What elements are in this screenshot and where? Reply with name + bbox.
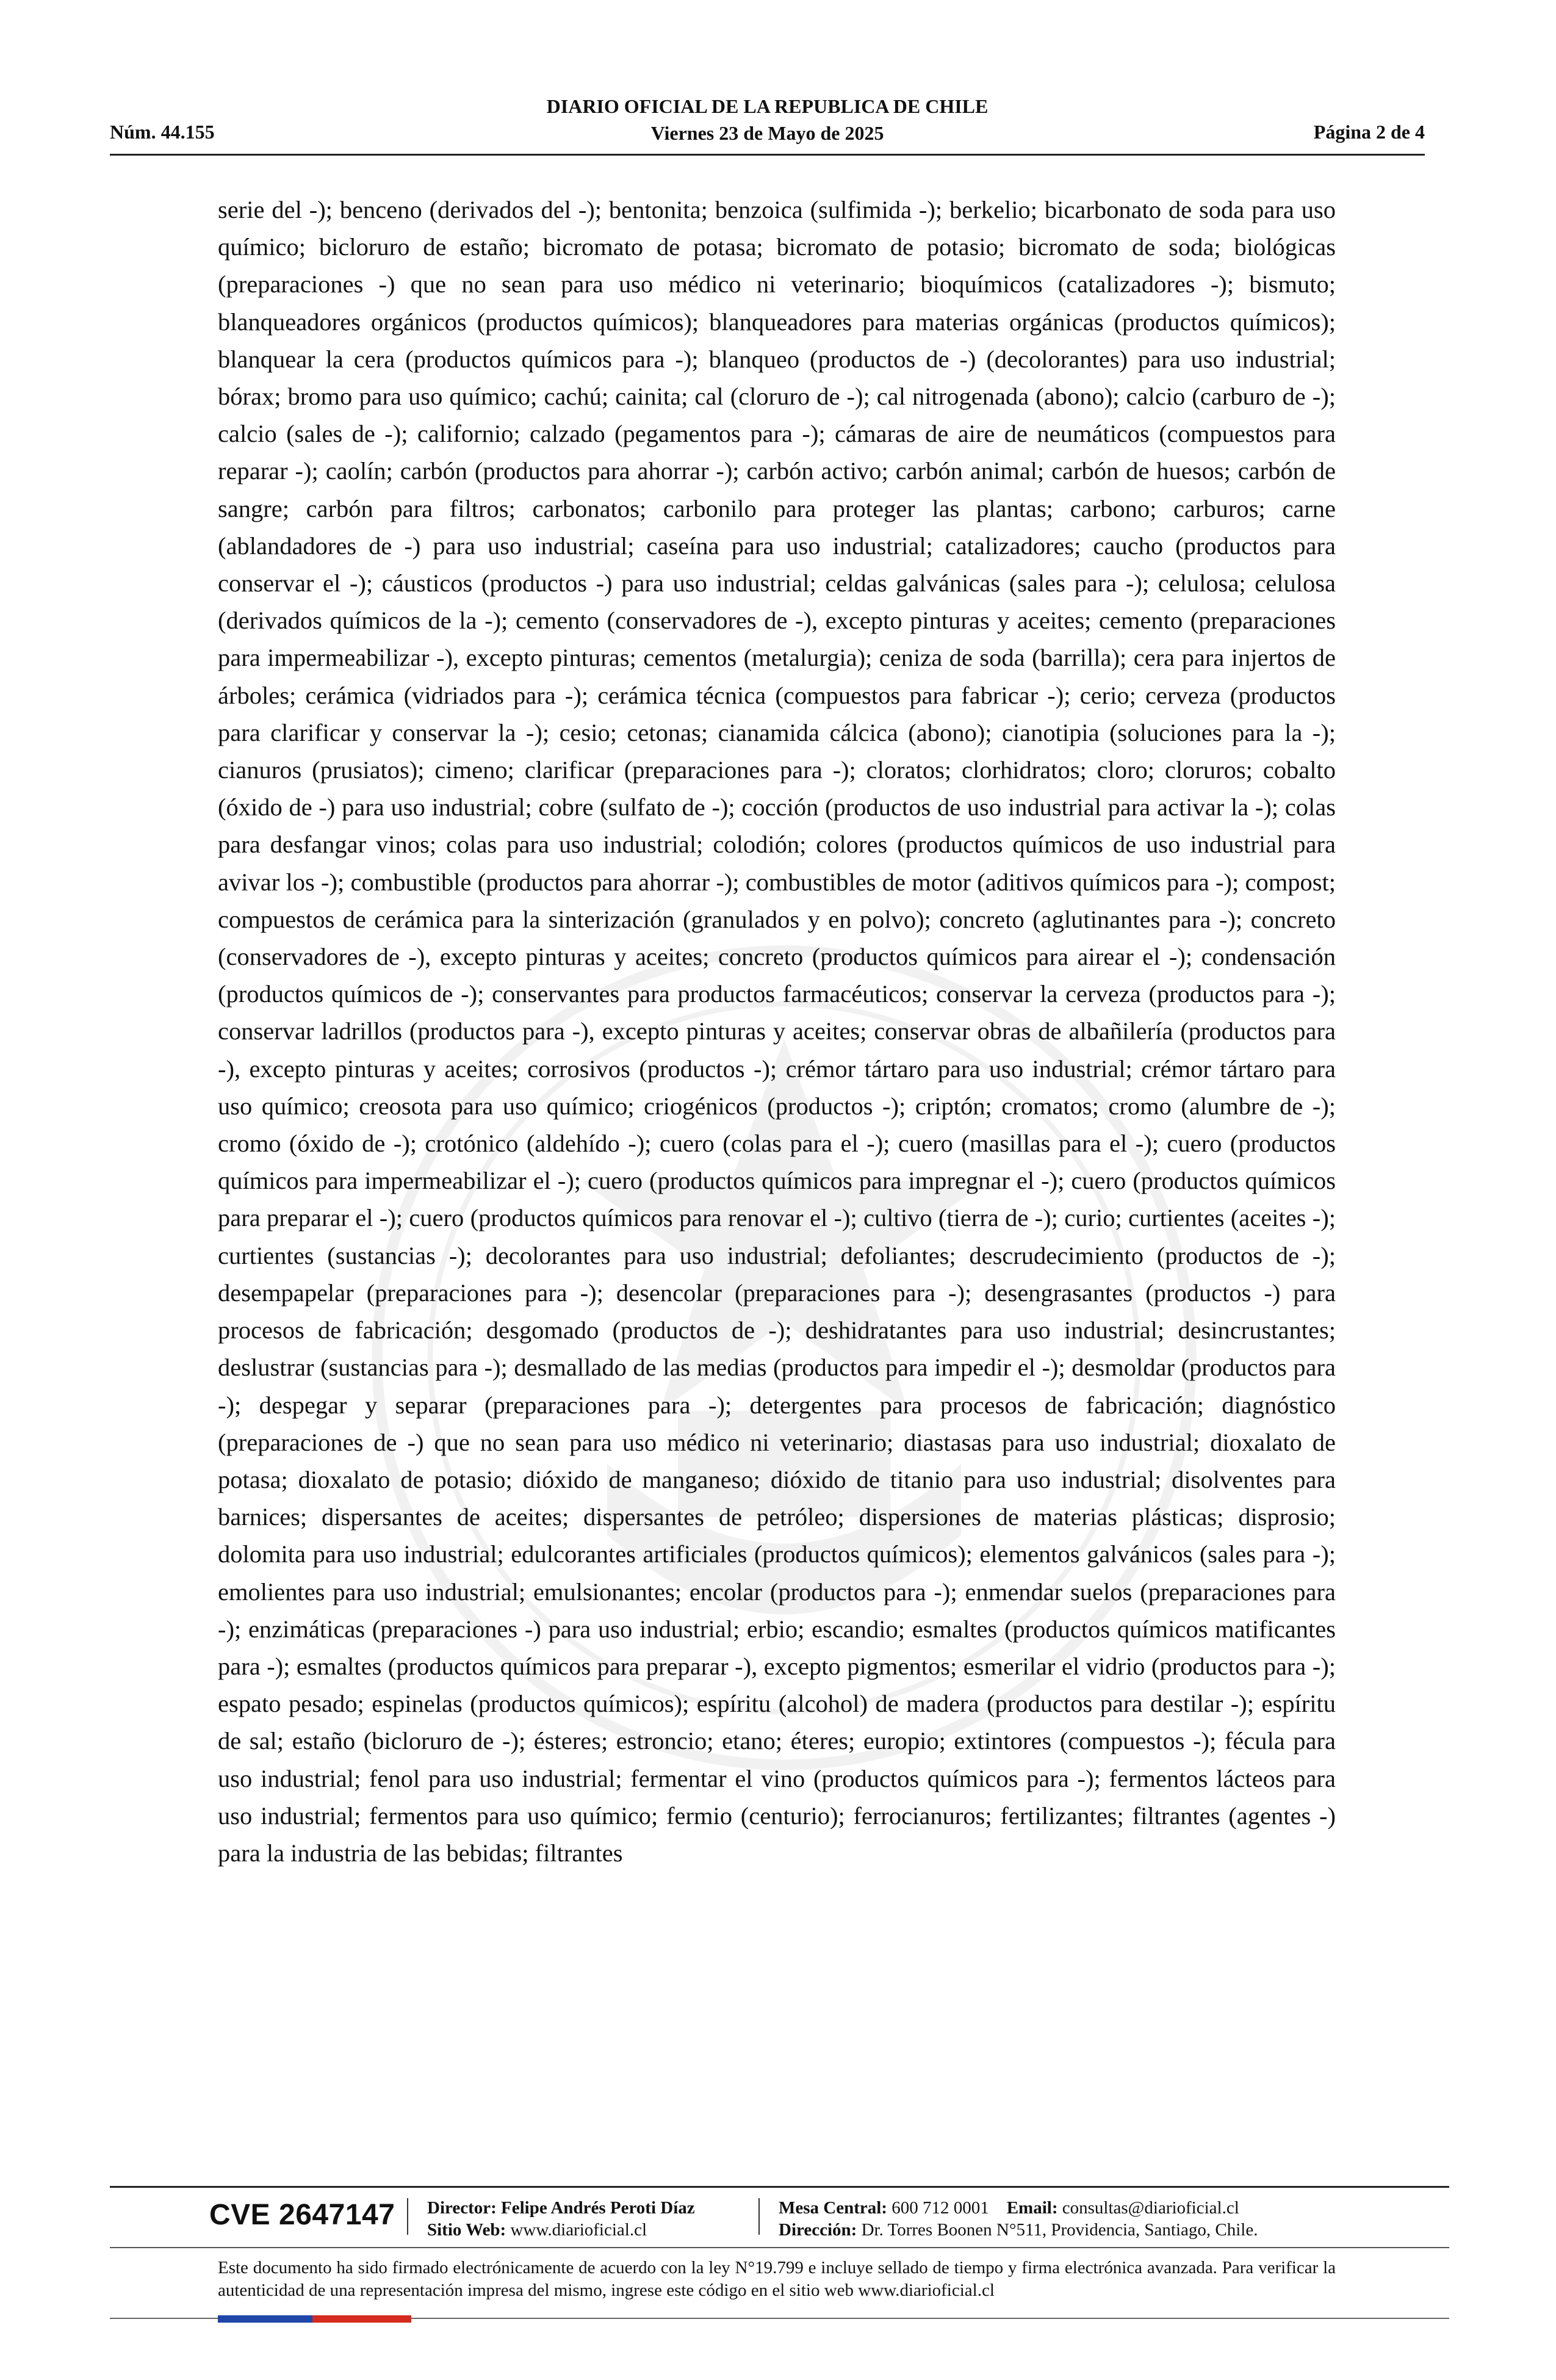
director-line: Director: Felipe Andrés Peroti Díaz bbox=[427, 2198, 695, 2218]
site-link[interactable]: www.diarioficial.cl bbox=[510, 2220, 647, 2240]
cve-code: CVE 2647147 bbox=[209, 2199, 395, 2231]
footer-info bbox=[110, 2190, 1449, 2241]
site-line: Sitio Web: www.diarioficial.cl bbox=[427, 2220, 647, 2240]
footer-divider bbox=[758, 2198, 760, 2235]
footer-divider bbox=[407, 2198, 408, 2235]
address-line: Dirección: Dr. Torres Boonen N°511, Providencia, Santiago, Chile. bbox=[779, 2220, 1258, 2240]
email-link[interactable]: consultas@diarioficial.cl bbox=[1062, 2198, 1239, 2218]
flag-blue-segment bbox=[218, 2315, 312, 2323]
issue-number: Núm. 44.155 bbox=[110, 121, 215, 143]
body-paragraph: serie del -); benceno (derivados del -); bentonita; benzoica (sulfimida -); berkelio; bicarbonato de soda para uso químico; bicloruro de estaño; bicromato de potasa; bicromato de potasio; bicromato de soda; biológicas (preparaciones -) que no sean para uso médico ni veterinario; bioquímicos (catalizadores -); bismuto; blanqueadores orgánicos (productos químicos); blanqueadores para materias orgánicas (productos químicos); blanquear la cera (productos químicos para -); blanqueo (productos de -) (decolorantes) para uso industrial; bórax; bromo para uso químico; cachú; cainita; cal (cloruro de -); cal nitrogenada (abono); calcio (carburo de -); calcio (sales de -); californio; calzado (pegamentos para -); cámaras de aire de neumáticos (compuestos para reparar -); caolín; carbón (productos para ahorrar -); carbón activo; carbón animal; carbón de huesos; carbón de sangre; carbón para filtros; carbonatos; carbonilo para proteger las plantas; carbono; carburos; carne (ablandadores de -) para uso industrial; caseína para uso industrial; catalizadores; caucho (productos para conservar el -); cáusticos (productos -) para uso industrial; celdas galvánicas (sales para -); celulosa; celulosa (derivados químicos de la -); cemento (conservadores de -), excepto pinturas y aceites; cemento (preparaciones para impermeabilizar -), excepto pinturas; cementos (metalurgia); ceniza de soda (barrilla); cera para injertos de árboles; cerámica (vidriados para -); cerámica técnica (compuestos para fabricar -); cerio; cerveza (productos para clarificar y conservar la -); cesio; cetonas; cianamida cálcica (abono); cianotipia (soluciones para la -); cianuros (prusiatos); cimeno; clarificar (preparaciones para -); cloratos; clorhidratos; cloro; cloruros; cobalto (óxido de -) para uso industrial; cobre (sulfato de -); cocción (productos de uso industrial para activar la -); colas para desfangar vinos; colas para uso industrial; colodión; colores (productos químicos de uso industrial para avivar los -); combustible (productos para ahorrar -); combustibles de motor (aditivos químicos para -); compost; compuestos de cerámica para la sinterización (granulados y en polvo); concreto (aglutinantes para -); concreto (conservadores de -), excepto pinturas y aceites; concreto (productos químicos para airear el -); condensación (productos químicos de -); conservantes para productos farmacéuticos; conservar la cerveza (productos para -); conservar ladrillos (productos para -), excepto pinturas y aceites; conservar obras de albañilería (productos para -), excepto pinturas y aceites; corrosivos (productos -); crémor tártaro para uso industrial; crémor tártaro para uso químico; creosota para uso químico; criogénicos (productos -); criptón; cromatos; cromo (alumbre de -); cromo (óxido de -); crotónico (aldehído -); cuero (colas para el -); cuero (masillas para el -); cuero (productos químicos para impermeabilizar el -); cuero (productos químicos para impregnar el -); cuero (productos químicos para preparar el -); cuero (productos químicos para renovar el -); cultivo (tierra de -); curio; curtientes (aceites -); curtientes (sustancias -); decolorantes para uso industrial; defoliantes; descrudecimiento (productos de -); desempapelar (preparaciones para -); desencolar (preparaciones para -); desengrasantes (productos -) para procesos de fabricación; desgomado (productos de -); deshidratantes para uso industrial; desincrustantes; deslustrar (sustancias para -); desmallado de las medias (productos para impedir el -); desmoldar (productos para -); despegar y separar (preparaciones para -); detergentes para procesos de fabricación; diagnóstico (preparaciones de -) que no sean para uso médico ni veterinario; diastasas para uso industrial; dioxalato de potasa; dioxalato de potasio; dióxido de manganeso; dióxido de titanio para uso industrial; disolventes para barnices; dispersantes de aceites; dispersantes de petróleo; dispersiones de materias plásticas; disprosio; dolomita para uso industrial; edulcorantes artificiales (productos químicos); elementos galvánicos (sales para -); emolientes para uso industrial; emulsionantes; encolar (productos para -); enmendar suelos (preparaciones para -); enzimáticas (preparaciones -) para uso industrial; erbio; escandio; esmaltes (productos químicos matificantes para -); esmaltes (productos químicos para preparar -), excepto pigmentos; esmerilar el vidrio (productos para -); espato pesado; espinelas (productos químicos); espíritu (alcohol) de madera (productos para destilar -); espíritu de sal; estaño (bicloruro de -); ésteres; estroncio; etano; éteres; europio; extintores (compuestos -); fécula para uso industrial; fenol para uso industrial; fermentar el vino (productos químicos para -); fermentos lácteos para uso industrial; fermentos para uso químico; fermio (centurio); ferrocianuros; fertilizantes; filtrantes (agentes -) para la industria de las bebidas; filtrantes bbox=[218, 196, 1336, 1867]
contact-line: Mesa Central: 600 712 0001 Email: consultas@diarioficial.cl bbox=[779, 2198, 1239, 2218]
header-center bbox=[110, 93, 1425, 146]
page-number: Página 2 de 4 bbox=[1313, 121, 1425, 143]
footer-director-block bbox=[427, 2197, 695, 2241]
footer-contact-block bbox=[779, 2197, 1258, 2241]
footer-mid-rule bbox=[110, 2247, 1449, 2248]
publication-date: Viernes 23 de Mayo de 2025 bbox=[650, 122, 884, 144]
footer-top-rule bbox=[110, 2186, 1449, 2188]
page-header bbox=[110, 93, 1425, 156]
flag-red-segment bbox=[312, 2315, 411, 2323]
publication-title: DIARIO OFICIAL DE LA REPUBLICA DE CHILE bbox=[546, 95, 989, 117]
flag-color-bar bbox=[218, 2315, 411, 2323]
legal-notice: Este documento ha sido firmado electrónicamente de acuerdo con la ley N°19.799 e incluye sellado de tiempo y firma electrónica avanzada. Para verificar la autenticidad de una representación impresa del mismo, ingrese este código en el sitio web www.diarioficial.cl bbox=[218, 2258, 1336, 2300]
